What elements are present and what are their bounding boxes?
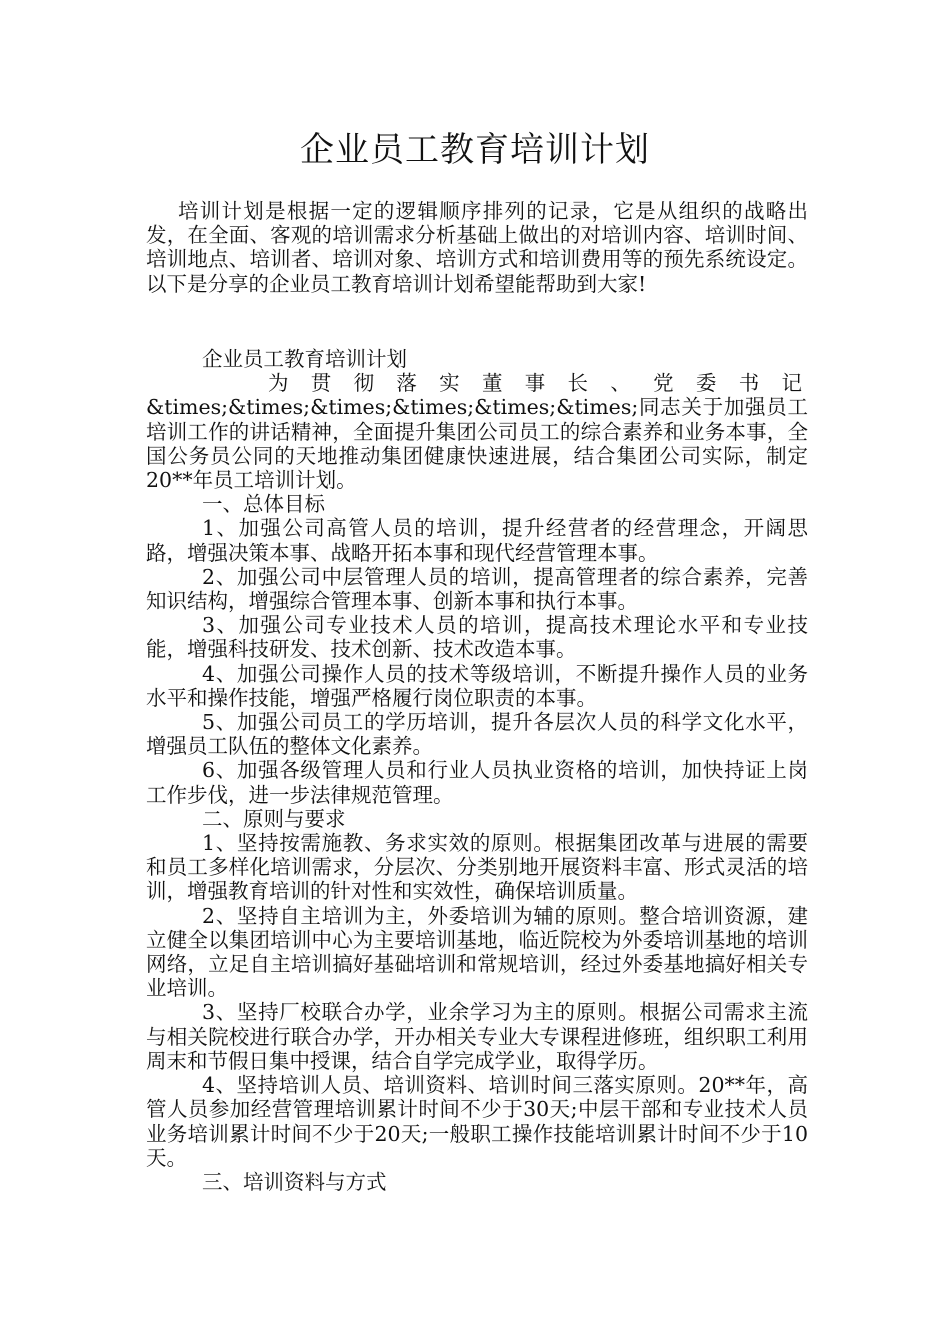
- section-heading: 三、培训资料与方式: [202, 1169, 387, 1194]
- list-item: 4、坚持培训人员、培训资料、培训时间三落实原则。20**年，高管人员参加经营管理培训累计时间不少于30天;中层干部和专业技术人员业务培训累计时间不少于20天;一般职工操作技能培训累计时间不少于10天。: [146, 1073, 808, 1170]
- list-item: 1、加强公司高管人员的培训，提升经营者的经营理念，开阔思路，增强决策本事、战略开拓本事和现代经营管理本事。: [146, 516, 808, 565]
- dedication-paragraph: &times;&times;&times;&times;&times;&times;同志关于加强员工培训工作的讲话精神，全面提升集团公司员工的综合素养和业务本事，全国公务员公同的天地推动集团健康快速进展，结合集团公司实际，制定20**年员工培训计划。: [146, 395, 808, 493]
- section-heading: 一、总体目标: [202, 492, 325, 517]
- intro-paragraph: 培训计划是根据一定的逻辑顺序排列的记录，它是从组织的战略出发，在全面、客观的培训需求分析基础上做出的对培训内容、培训时间、培训地点、培训者、培训对象、培训方式和培训费用等的预先系统设定。以下是分享的企业员工教育培训计划希望能帮助到大家!: [146, 199, 808, 296]
- list-item: 5、加强公司员工的学历培训，提升各层次人员的科学文化水平，增强员工队伍的整体文化素养。: [146, 710, 808, 759]
- list-item: 3、加强公司专业技术人员的培训，提高技术理论水平和专业技能，增强科技研发、技术创新、技术改造本事。: [146, 613, 808, 662]
- document-body: [146, 347, 808, 1194]
- plan-subtitle: 企业员工教育培训计划: [202, 347, 407, 371]
- dedication-line: 为贯彻落实董事长、党委书记: [268, 371, 808, 396]
- list-item: 1、坚持按需施教、务求实效的原则。根据集团改革与进展的需要和员工多样化培训需求，分层次、分类别地开展资料丰富、形式灵活的培训，增强教育培训的针对性和实效性，确保培训质量。: [146, 831, 808, 904]
- section-heading: 二、原则与要求: [202, 806, 346, 831]
- list-item: 3、坚持厂校联合办学，业余学习为主的原则。根据公司需求主流与相关院校进行联合办学，开办相关专业大专课程进修班，组织职工利用周末和节假日集中授课，结合自学完成学业，取得学历。: [146, 1000, 808, 1073]
- document-title: 企业员工教育培训计划: [300, 130, 650, 170]
- list-item: 4、加强公司操作人员的技术等级培训，不断提升操作人员的业务水平和操作技能，增强严格履行岗位职责的本事。: [146, 661, 808, 710]
- list-item: 6、加强各级管理人员和行业人员执业资格的培训，加快持证上岗工作步伐，进一步法律规范管理。: [146, 758, 808, 807]
- list-item: 2、坚持自主培训为主，外委培训为辅的原则。整合培训资源，建立健全以集团培训中心为主要培训基地，临近院校为外委培训基地的培训网络，立足自主培训搞好基础培训和常规培训，经过外委基地搞好相关专业培训。: [146, 903, 808, 1001]
- list-item: 2、加强公司中层管理人员的培训，提高管理者的综合素养，完善知识结构，增强综合管理本事、创新本事和执行本事。: [146, 564, 808, 614]
